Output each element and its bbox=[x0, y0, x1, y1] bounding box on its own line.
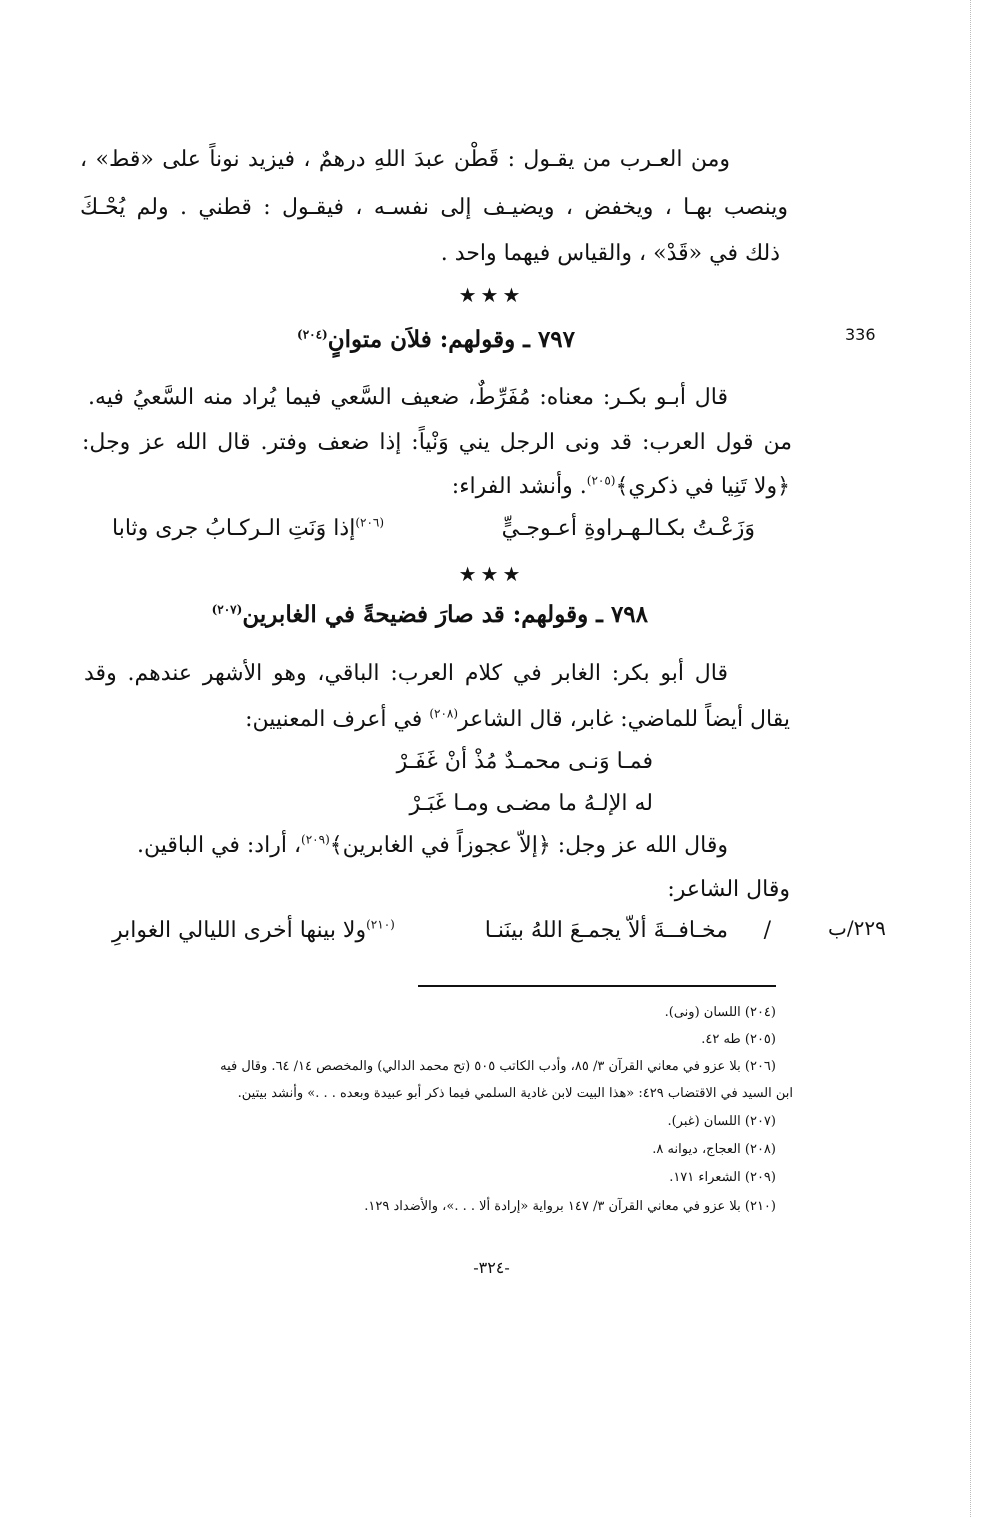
verse-slash: / bbox=[763, 918, 771, 943]
footnote-separator-rule bbox=[418, 985, 776, 987]
entry-heading-797 bbox=[297, 325, 575, 355]
footnote-marker: (٢٠٦) bbox=[355, 515, 385, 530]
footnote-marker: (٢٠٨) bbox=[429, 706, 459, 721]
paragraph-line bbox=[245, 705, 790, 735]
verse-line: فمـا وَنـى محمـدٌ مُذْ أنْ غَفَـرْ bbox=[396, 749, 653, 774]
section-separator-stars: ★★★ bbox=[458, 562, 525, 586]
entry-heading-798 bbox=[212, 600, 648, 630]
footnote-marker: (٢٠٤) bbox=[297, 327, 328, 342]
paragraph-line: قال أبو بكر: الغابر في كلام العرب: الباقي، وهو الأشهر عندهم. وقد bbox=[84, 661, 728, 686]
paragraph-line: من قول العرب: قد ونى الرجل يني وَنْياً: إذا ضعف وفتر. قال الله عز وجل: bbox=[82, 430, 792, 455]
footnote: (٢٠٤) اللسان (ونى). bbox=[664, 1005, 776, 1020]
paragraph-text: يقال أيضاً للماضي: غابر، قال الشاعر bbox=[458, 707, 790, 732]
quran-quote: ﴿ولا تَنِيا في ذكري﴾ bbox=[615, 474, 790, 499]
footnote: (٢٠٥) طه ٤٢. bbox=[701, 1032, 776, 1047]
verse-hemistich-second bbox=[112, 916, 395, 946]
footnote-marker: (٢١٠) bbox=[366, 917, 395, 932]
paragraph-line bbox=[452, 472, 790, 502]
paragraph-line: وينصب بهـا ، ويخفض ، ويضيـف إلى نفسـه ، فيقـول : قطني . ولم يُحْـكَ bbox=[80, 195, 788, 220]
entry-heading-title: ٧٩٧ ـ وقولهم: فلاَن متوانٍ bbox=[327, 326, 575, 353]
paragraph-line bbox=[84, 831, 728, 861]
verse-hemistich-first: مخـافــةَ ألاّ يجمـعَ اللهُ بينَنـا bbox=[484, 918, 728, 943]
footnote: (٢٠٨) العجاج، ديوانه ٨. bbox=[652, 1142, 776, 1157]
footnote-marker: (٢٠٥) bbox=[586, 473, 616, 488]
verse-line: له الإلـهُ ما مضـى ومـا غَبَـرْ bbox=[409, 791, 653, 816]
verse-hemistich-text: ولا بينها أخرى الليالي الغوابرِ bbox=[112, 918, 367, 943]
verse-hemistich-second bbox=[112, 514, 384, 544]
paragraph-text: ، أراد: في الباقين. bbox=[137, 833, 302, 858]
page-edge-line bbox=[970, 0, 972, 1517]
verse-hemistich-text: إذا وَنَتِ الـركـابُ جرى وثابا bbox=[112, 516, 356, 541]
paragraph-line: وقال الشاعر: bbox=[667, 877, 790, 902]
quran-quote: وقال الله عز وجل: ﴿إلاّ عجوزاً في الغابرين﴾ bbox=[329, 833, 728, 858]
footnote-marker: (٢٠٧) bbox=[211, 602, 243, 617]
footnote: (٢٠٧) اللسان (غبر). bbox=[667, 1114, 776, 1129]
footnote: (٢٠٩) الشعراء ١٧١. bbox=[669, 1170, 776, 1185]
margin-page-reference: 336 bbox=[845, 325, 876, 344]
paragraph-text: في أعرف المعنيين: bbox=[245, 707, 430, 732]
footnote: (٢١٠) بلا عزو في معاني القرآن ٣/ ١٤٧ برواية «إرادة ألا . . .»، والأضداد ١٢٩. bbox=[364, 1199, 776, 1214]
verse-hemistich-first: وَزَعْـتُ بكـالـهـراوةِ أعـوجـيٍّ bbox=[501, 516, 755, 541]
entry-heading-title: ٧٩٨ ـ وقولهم: قد صارَ فضيحةً في الغابرين bbox=[242, 601, 648, 628]
quote-continuation: . وأنشد الفراء: bbox=[451, 474, 587, 499]
footnote: (٢٠٦) بلا عزو في معاني القرآن ٣/ ٨٥، وأدب الكاتب ٥٠٥ (تح محمد الدالي) والمخصص ١٤/ ٦٤. وقال فيه bbox=[220, 1059, 776, 1074]
footnote-marker: (٢٠٩) bbox=[301, 832, 330, 847]
paragraph-line: ذلك في «قَدْ» ، والقياس فيهما واحد . bbox=[440, 241, 780, 266]
section-separator-stars: ★★★ bbox=[458, 283, 525, 307]
paragraph-line: قال أبـو بكـر: معناه: مُفَرِّطٌ، ضعيف السَّعي فيما يُراد منه السَّعيُ فيه. bbox=[88, 385, 728, 410]
paragraph-line: ومن العـرب من يقـول : قَطْن عبدَ اللهِ درهمٌ ، فيزيد نوناً على «قط» ، bbox=[80, 147, 730, 172]
margin-folio-marker: ٢٢٩/ب bbox=[828, 916, 886, 940]
footnote: ابن السيد في الاقتضاب ٤٢٩: «هذا البيت لابن غادية السلمي فيما ذكر أبو عبيدة وبعده . . .» وأنشد بيتين. bbox=[237, 1086, 793, 1101]
page-number: -٣٢٤- bbox=[473, 1258, 510, 1277]
